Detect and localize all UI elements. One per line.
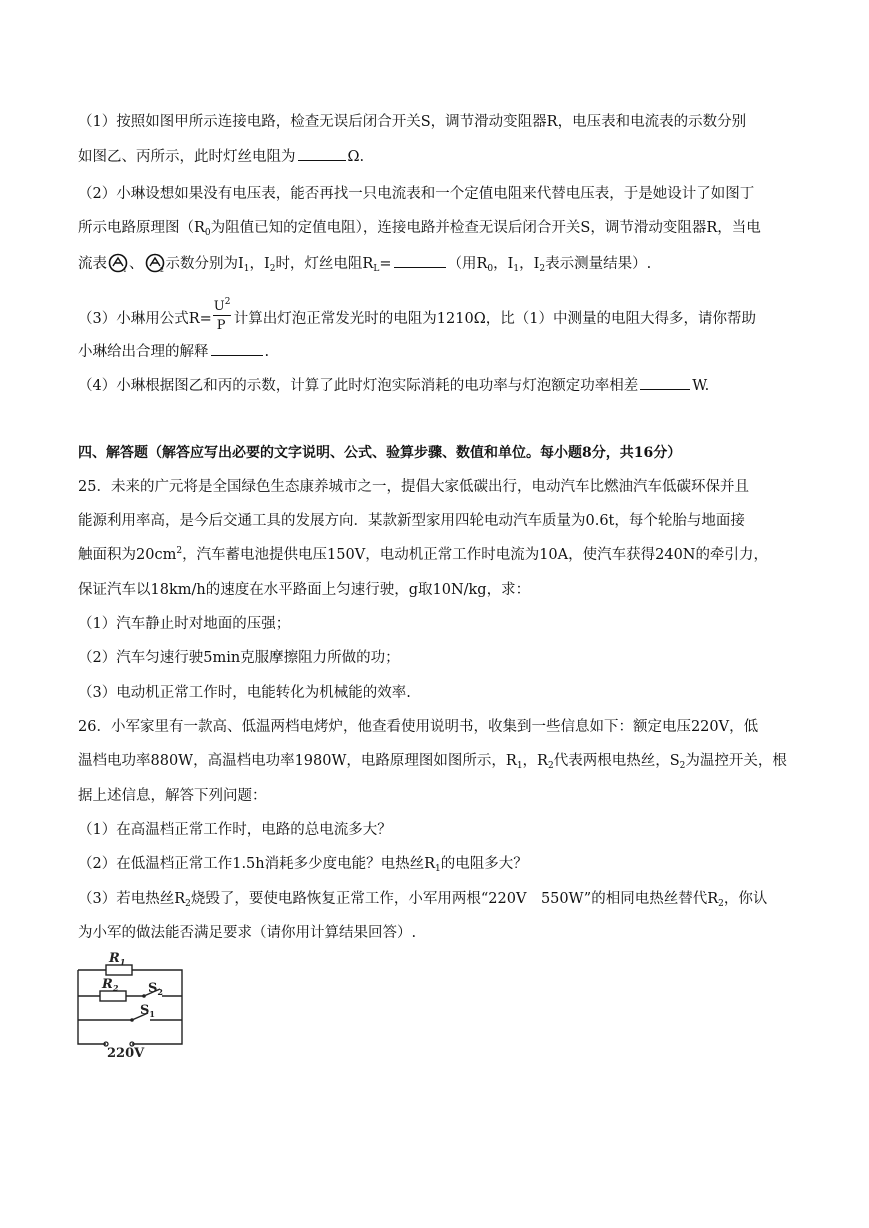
text: 26．小军家里有一款高、低温两档电烤炉，他查看使用说明书，收集到一些信息如下：额定电压220V，低 (78, 719, 759, 735)
answer-blank (298, 146, 346, 161)
q25-sub2 (78, 648, 400, 668)
text: （2）汽车匀速行驶5min克服摩擦阻力所做的功； (78, 650, 400, 666)
text: ，I (493, 256, 514, 272)
label-r1: $R_1$ (109, 951, 126, 967)
text: ，你认 (723, 891, 768, 907)
q24-part3-line1 (78, 299, 756, 333)
q25-line1 (78, 477, 749, 497)
text: 所示电路原理图（R (78, 220, 205, 236)
text: ，I (249, 256, 270, 272)
ammeter-a2-icon (145, 253, 165, 273)
q24-part3-line2 (78, 341, 269, 362)
fraction-denominator: P (216, 318, 226, 333)
subscript: 2 (185, 899, 191, 909)
q25-line2 (78, 511, 745, 531)
ammeter-a1-icon (108, 253, 128, 273)
text: 据上述信息，解答下列问题： (78, 788, 267, 804)
text: 温档电功率880W，高温档电功率1980W，电路原理图如图所示，R (78, 753, 517, 769)
subscript: 2 (269, 264, 276, 274)
q26-sub1 (78, 820, 392, 840)
text: . (264, 344, 270, 360)
formula-fraction (212, 299, 234, 333)
q24-part2-line1 (78, 184, 754, 204)
subscript: 2 (679, 761, 686, 771)
text: Ω. (347, 149, 365, 165)
subscript: 2 (718, 899, 724, 909)
wire (78, 970, 182, 1044)
subscript: L (373, 264, 380, 274)
label-r2: $R_2$ (102, 977, 119, 993)
text: 能源利用率高，是今后交通工具的发展方向．某款新型家用四轮电动汽车质量为0.6t，每个轮胎与地面接 (78, 513, 745, 529)
q24-part4 (78, 375, 709, 396)
answer-blank (640, 375, 690, 390)
text: ，I (519, 256, 540, 272)
text: （用R (447, 256, 488, 272)
answer-blank (394, 253, 446, 268)
answer-blank (211, 341, 263, 356)
subscript: 1 (516, 761, 523, 771)
text: 流表 (78, 256, 107, 272)
subscript: 2 (547, 761, 554, 771)
label-voltage: 220V (107, 1046, 145, 1061)
text: = (379, 256, 392, 272)
subscript: 1 (243, 264, 250, 274)
text: 保证汽车以18km/h的速度在水平路面上匀速行驶，g取10N/kg，求： (78, 582, 531, 598)
q26-sub3-line2 (78, 923, 416, 943)
label-s2: $S_2$ (148, 981, 163, 997)
text: 小琳给出合理的解释 (78, 344, 209, 360)
q26-line3 (78, 786, 267, 806)
svg-text:2: 2 (159, 267, 164, 273)
fraction-numerator: U (213, 299, 225, 314)
text: （2）小琳设想如果没有电压表，能否再找一只电流表和一个定值电阻来代替电压表，于是她设计了如图丁 (78, 186, 755, 202)
subscript: 1 (513, 264, 520, 274)
text: 表示测量结果）. (545, 256, 652, 272)
text: 代表两根电热丝，S (553, 753, 680, 769)
q25-line4 (78, 580, 530, 600)
q24-part1-line1 (78, 112, 746, 132)
text: 时，灯丝电阻R (275, 256, 374, 272)
text: 为阻值已知的定值电阻），连接电路并检查无误后闭合开关S，调节滑动变阻器R，当电 (210, 220, 761, 236)
text: （4）小琳根据图乙和丙的示数，计算了此时灯泡实际消耗的电功率与灯泡额定功率相差 (78, 378, 639, 394)
text: 触面积为20cm (78, 547, 177, 563)
text: （3）电动机正常工作时，电能转化为机械能的效率. (78, 685, 411, 701)
text: 四、解答题（解答应写出必要的文字说明、公式、验算步骤、数值和单位。每小题8分，共16分） (78, 445, 682, 461)
text: （3）若电热丝R (78, 891, 186, 907)
text: （3）小琳用公式R= (78, 311, 212, 327)
text: 计算出灯泡正常发光时的电阻为1210Ω，比（1）中测量的电阻大得多，请你帮助 (233, 311, 756, 327)
q25-sub1 (78, 614, 290, 634)
text: 如图乙、丙所示，此时灯丝电阻为 (78, 149, 296, 165)
svg-text:1: 1 (123, 267, 127, 273)
q24-part2-line2 (78, 218, 761, 238)
superscript: 2 (224, 297, 231, 307)
q26-line2 (78, 751, 787, 771)
q26-line1 (78, 717, 758, 737)
text: 的电阻多大？ (440, 856, 528, 872)
circuit-diagram (74, 948, 189, 1063)
section-heading (78, 443, 681, 463)
subscript: 0 (487, 264, 494, 274)
text: ，汽车蓄电池提供电压150V，电动机正常工作时电流为10A，使汽车获得240N的牵引力， (182, 547, 768, 563)
q26-sub3-line1 (78, 889, 767, 909)
text: 25．未来的广元将是全国绿色生态康养城市之一，提倡大家低碳出行，电动汽车比燃油汽车低碳环保并且 (78, 479, 749, 495)
q25-sub3 (78, 683, 411, 703)
text: 示数分别为I (165, 256, 244, 272)
text: 为小军的做法能否满足要求（请你用计算结果回答）. (78, 925, 417, 941)
text: （1）按照如图甲所示连接电路，检查无误后闭合开关S，调节滑动变阻器R，电压表和电流表的示数分别 (78, 114, 747, 130)
text: W. (692, 378, 710, 394)
subscript: 0 (204, 228, 211, 238)
text: （1）在高温档正常工作时，电路的总电流多大？ (78, 822, 392, 838)
label-s1: $S_1$ (140, 1003, 155, 1019)
text: （2）在低温档正常工作1.5h消耗多少度电能？电热丝R (78, 856, 436, 872)
q26-sub2 (78, 854, 528, 874)
text: （1）汽车静止时对地面的压强； (78, 616, 291, 632)
subscript: 2 (539, 264, 546, 274)
text: ，R (522, 753, 548, 769)
q24-part2-line3: 流表 1 、 2 示数分别为$I_1$，$I_2$时，灯丝电阻$R_L=$ （用$R_0$，$I_1$，$I_2$表示测量结果）. (78, 253, 651, 274)
text: 烧毁了，要使电路恢复正常工作，小军用两根“220V 550W”的相同电热丝替代R (190, 891, 719, 907)
q25-line3 (78, 545, 768, 565)
subscript: 1 (435, 864, 441, 874)
text: 为温控开关，根 (685, 753, 787, 769)
q24-part1-line2 (78, 146, 364, 167)
superscript: 2 (176, 546, 183, 556)
